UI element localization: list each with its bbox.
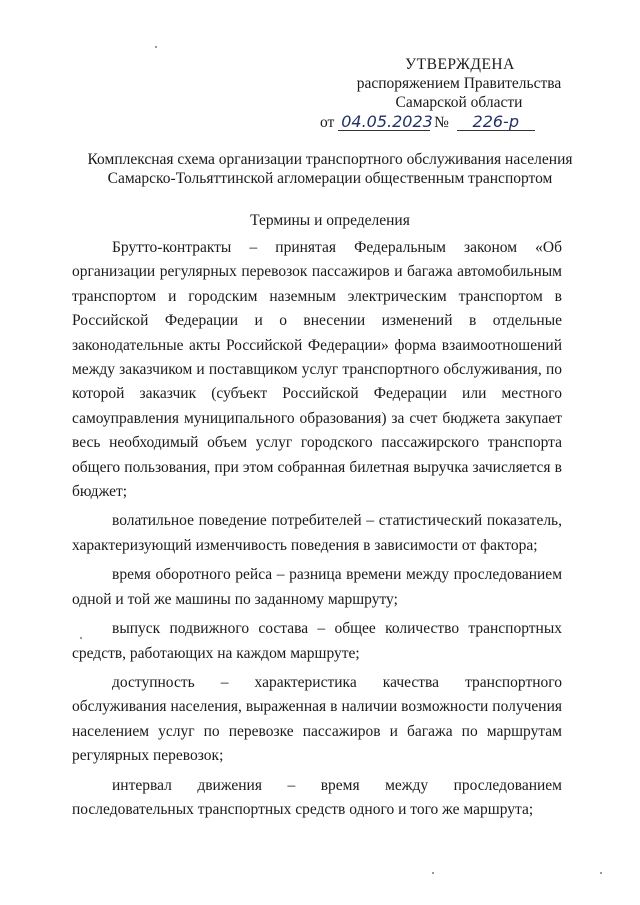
approval-stamp <box>320 55 580 132</box>
definitions-list <box>72 236 562 822</box>
definition-traffic-interval: интервал движения – время между проследованием последовательных транспортных средств одного и того же маршрута; <box>72 776 562 818</box>
section-heading: Термины и определения <box>250 212 410 229</box>
approval-region: Самарской области <box>395 94 523 111</box>
handwritten-number: 226-р <box>457 113 535 131</box>
definition-volatile-behavior: волатильное поведение потребителей – статистический показатель, характеризующий изменчивость поведения в зависимости от фактора; <box>72 512 562 554</box>
definition-gross-contracts: Брутто-контракты – принятая Федеральным законом «Об организации регулярных перевозок пассажиров и багажа автомобильным транспортом и городским наземным электрическим транспортом в Российской Федерации и о внесении изменений в отдельные законодательные акты Российской Федерации» форма взаимоотношений между заказчиком и поставщиком услуг транспортного обслуживания, по которой заказчик (субъект Российской Федерации или местного самоуправления муниципального образования) за счет бюджета закупает весь необходимый объем услуг городского пассажирского транспорта общего пользования, при этом собранная билетная выручка зачисляется в бюджет; <box>72 239 562 501</box>
definition-turnaround-time: время оборотного рейса – разница времени между проследованием одной и той же машины по заданному маршруту; <box>72 566 562 608</box>
handwritten-date: 04.05.2023 <box>338 113 430 131</box>
scan-speck <box>80 637 82 639</box>
approval-authority: распоряжением Правительства <box>356 75 562 92</box>
title-line-1: Комплексная схема организации транспортного обслуживания населения <box>87 151 573 168</box>
definition-accessibility: доступность – характеристика качества транспортного обслуживания населения, выраженная в наличии возможности получения населением услуг по перевозке пассажиров и багажа по маршрутам регулярных перевозок; <box>72 673 562 765</box>
number-prefix: № <box>434 114 449 131</box>
approval-date-number <box>320 113 580 132</box>
scan-speck <box>155 46 157 48</box>
scan-speck <box>432 872 434 874</box>
scan-speck <box>600 872 602 874</box>
title-line-2: Самарско-Тольяттинской агломерации общественным транспортом <box>107 170 553 187</box>
definition-rolling-stock-output: выпуск подвижного состава – общее количество транспортных средств, работающих на каждом маршруте; <box>72 620 562 662</box>
document-title <box>60 150 600 188</box>
date-prefix: от <box>320 114 335 131</box>
approval-title: УТВЕРЖДЕНА <box>405 56 515 73</box>
